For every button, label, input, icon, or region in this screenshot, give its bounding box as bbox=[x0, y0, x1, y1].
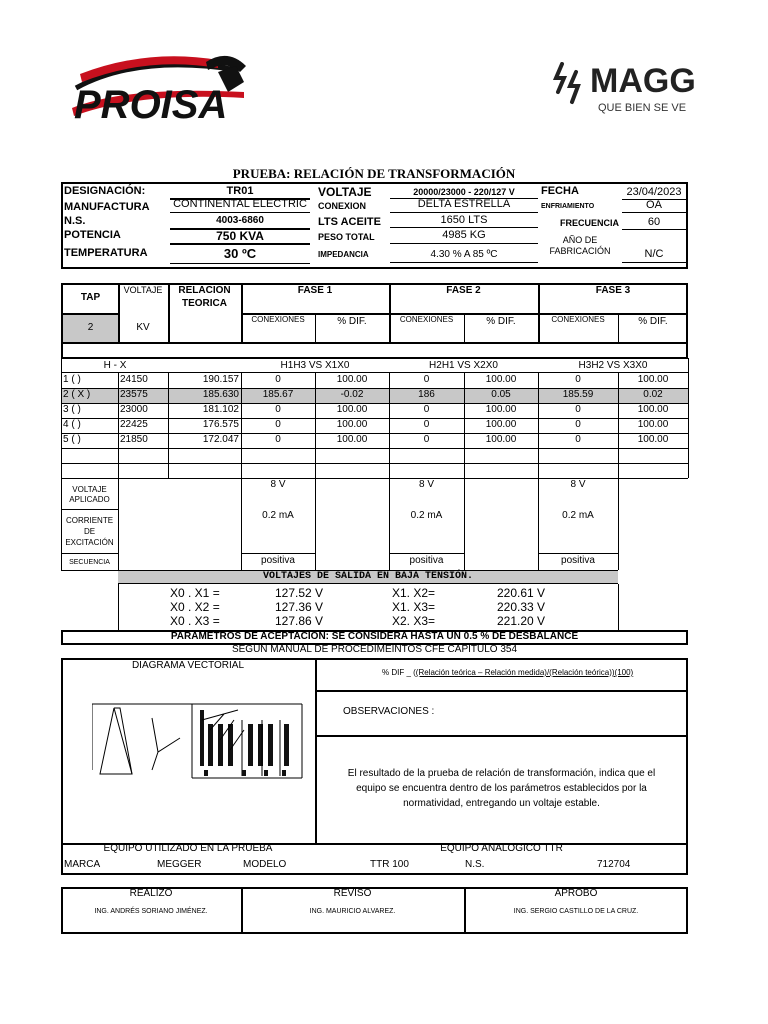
potencia-value: 750 KVA bbox=[216, 229, 264, 243]
table-row-rel: 176.575 bbox=[202, 419, 239, 430]
corriente-f1: 0.2 mA bbox=[262, 510, 294, 521]
table-row-volt: 24150 bbox=[120, 374, 148, 385]
ns-label: N.S. bbox=[64, 215, 86, 227]
anio-value: N/C bbox=[644, 248, 664, 260]
salida-label: X0 . X1 = bbox=[170, 586, 220, 600]
anio-label-1: AÑO DE bbox=[562, 235, 598, 245]
anio-label-2: FABRICACIÓN bbox=[549, 246, 611, 256]
secuencia-f1: positiva bbox=[261, 555, 295, 566]
page-title: PRUEBA: RELACIÓN DE TRANSFORMACIÓN bbox=[232, 166, 516, 181]
fase3-connection: H3H2 VS X3X0 bbox=[578, 360, 648, 371]
secuencia-label: SECUENCIA bbox=[69, 559, 110, 566]
table-row-d2: 100.00 bbox=[485, 374, 517, 385]
table-row-d1: 100.00 bbox=[336, 374, 368, 385]
table-row-d2: 100.00 bbox=[485, 419, 517, 430]
equipo-label: EQUIPO UTILIZADO EN LA PRUEBA bbox=[103, 843, 273, 854]
salida-value: 127.52 V bbox=[275, 586, 324, 600]
voltaje-aplicado-f1: 8 V bbox=[270, 479, 286, 490]
realizo-label: REALIZO bbox=[129, 888, 173, 899]
salida-value: 220.33 V bbox=[497, 600, 546, 614]
reviso-name: ING. MAURICIO ALVAREZ. bbox=[309, 908, 396, 915]
table-row-f3: 0 bbox=[575, 374, 581, 385]
tap-header: TAP bbox=[80, 292, 101, 303]
impedancia-value: 4.30 % A 85 ºC bbox=[430, 249, 498, 260]
conexion-label: CONEXION bbox=[318, 201, 367, 211]
diagrama-title: DIAGRAMA VECTORIAL bbox=[131, 660, 245, 671]
corriente-f2: 0.2 mA bbox=[410, 510, 443, 521]
hx-label: H - X bbox=[103, 360, 127, 371]
salida-value: 127.86 V bbox=[275, 614, 324, 628]
fase3-header: FASE 3 bbox=[595, 285, 631, 296]
corriente-label-3: EXCITACIÓN bbox=[65, 538, 114, 547]
salida-title: VOLTAJES DE SALIDA EN BAJA TENSIÓN. bbox=[262, 571, 474, 582]
voltaje-aplicado-label-2: APLICADO bbox=[69, 495, 110, 504]
table-row-f1: 0 bbox=[275, 374, 281, 385]
vector-diagram bbox=[92, 700, 304, 786]
aprobo-name: ING. SERGIO CASTILLO DE LA CRUZ. bbox=[513, 908, 639, 915]
table-row-rel: 185.630 bbox=[202, 389, 239, 400]
table-row-d3: 0.02 bbox=[643, 389, 663, 400]
table-row-rel: 181.102 bbox=[202, 404, 239, 415]
conclusion-line-2: equipo se encuentra dentro de los parámetros establecidos por la bbox=[356, 783, 647, 794]
conclusion-line-1: El resultado de la prueba de relación de transformación, indica que el bbox=[347, 768, 656, 779]
frecuencia-value: 60 bbox=[647, 216, 661, 228]
voltaje-value: 20000/23000 - 220/127 V bbox=[413, 187, 515, 197]
table-row-f1: 0 bbox=[275, 419, 281, 430]
salida-value: 220.61 V bbox=[497, 586, 546, 600]
table-row-f2: 0 bbox=[423, 434, 430, 445]
manufactura-value: CONTINENTAL ELECTRIC bbox=[173, 198, 307, 210]
table-row-f2: 186 bbox=[418, 389, 435, 400]
tap-value: 2 bbox=[87, 322, 94, 333]
enfriamiento-value: OA bbox=[646, 199, 662, 211]
proisa-logo bbox=[68, 48, 258, 132]
fase2-connection: H2H1 VS X2X0 bbox=[429, 360, 498, 371]
reviso-label: REVISO bbox=[333, 888, 372, 899]
table-row-f1: 185.67 bbox=[262, 389, 294, 400]
table-row-d1: 100.00 bbox=[336, 434, 368, 445]
corriente-label-1: CORRIENTE bbox=[65, 516, 114, 525]
manual-text: SEGUN MANUAL DE PROCEDIMEINTOS CFE CAPITULO 354 bbox=[231, 644, 518, 655]
corriente-label-2: DE bbox=[83, 527, 96, 536]
table-row-d1: 100.00 bbox=[336, 419, 368, 430]
salida-label: X0 . X3 = bbox=[170, 614, 220, 628]
table-row-f3: 185.59 bbox=[562, 389, 594, 400]
frecuencia-label: FRECUENCIA bbox=[560, 218, 620, 228]
formula-text: % DIF _ ((Relación teórica – Relación medida)/(Relación teórica))(100) bbox=[382, 668, 634, 677]
salida-label: X1. X3= bbox=[392, 600, 436, 614]
conclusion-line-3: normatividad, entregando un voltaje estable. bbox=[403, 798, 600, 809]
equipo-ns-label: N.S. bbox=[465, 859, 485, 870]
table-row-d3: 100.00 bbox=[637, 419, 669, 430]
table-row-f2: 0 bbox=[423, 404, 430, 415]
voltaje-aplicado-label-1: VOLTAJE bbox=[72, 485, 107, 494]
conexion-value: DELTA ESTRELLA bbox=[417, 198, 511, 210]
secuencia-f2: positiva bbox=[409, 555, 444, 566]
kv-label: KV bbox=[136, 322, 150, 333]
table-row-rel: 172.047 bbox=[202, 434, 239, 445]
fecha-value: 23/04/2023 bbox=[626, 186, 682, 198]
aceite-value: 1650 LTS bbox=[440, 214, 488, 226]
voltaje-aplicado-f3: 8 V bbox=[570, 479, 586, 490]
salida-label: X0 . X2 = bbox=[170, 600, 220, 614]
table-row-volt: 21850 bbox=[120, 434, 148, 445]
table-row-volt: 23000 bbox=[120, 404, 148, 415]
table-row-volt: 23575 bbox=[120, 389, 148, 400]
table-row-d1: 100.00 bbox=[336, 404, 368, 415]
peso-label: PESO TOTAL bbox=[318, 232, 375, 242]
table-row-f3: 0 bbox=[575, 404, 581, 415]
secuencia-f3: positiva bbox=[561, 555, 595, 566]
fase1-connection: H1H3 VS X1X0 bbox=[280, 360, 350, 371]
modelo-value: TTR 100 bbox=[370, 859, 409, 870]
dif-2: % DIF. bbox=[486, 316, 516, 327]
table-row-tap: 5 ( ) bbox=[63, 434, 81, 445]
parametros-text: PARAMETROS DE ACEPTACION: SE CONSIDERA HASTA UN 0.5 % DE DESBALANCE bbox=[170, 631, 579, 642]
designacion-label: DESIGNACIÓN: bbox=[64, 185, 146, 197]
table-row-d2: 0.05 bbox=[491, 389, 511, 400]
magg-slogan: QUE BIEN SE VE bbox=[598, 102, 687, 114]
corriente-f3: 0.2 mA bbox=[562, 510, 594, 521]
table-row-f3: 0 bbox=[575, 434, 581, 445]
conexiones-3: CONEXIONES bbox=[551, 315, 605, 324]
fecha-label: FECHA bbox=[541, 185, 579, 197]
conexiones-2: CONEXIONES bbox=[399, 315, 454, 324]
voltaje-label: VOLTAJE bbox=[318, 185, 372, 199]
modelo-label: MODELO bbox=[243, 859, 287, 870]
ns-value: 4003-6860 bbox=[216, 215, 264, 226]
table-row-rel: 190.157 bbox=[202, 374, 239, 385]
table-row-f2: 0 bbox=[423, 374, 430, 385]
table-row-volt: 22425 bbox=[120, 419, 148, 430]
table-row-d2: 100.00 bbox=[485, 404, 517, 415]
salida-label: X2. X3= bbox=[392, 614, 436, 628]
table-row-d3: 100.00 bbox=[637, 404, 669, 415]
aprobo-label: APROBO bbox=[554, 888, 598, 899]
table-row-tap: 4 ( ) bbox=[63, 419, 81, 430]
table-row-tap: 1 ( ) bbox=[63, 374, 81, 385]
voltaje-aplicado-f2: 8 V bbox=[418, 479, 434, 490]
peso-value: 4985 KG bbox=[442, 229, 486, 241]
designacion-value: TR01 bbox=[226, 185, 254, 197]
voltaje-header: VOLTAJE bbox=[123, 285, 163, 295]
table-row-d3: 100.00 bbox=[637, 374, 669, 385]
salida-value: 127.36 V bbox=[275, 600, 324, 614]
salida-value: 221.20 V bbox=[497, 614, 546, 628]
table-row-tap: 2 ( X ) bbox=[63, 389, 91, 400]
table-row-d1: -0.02 bbox=[340, 389, 364, 400]
enfriamiento-label: ENFRIAMIENTO bbox=[541, 203, 595, 210]
conexiones-1: CONEXIONES bbox=[251, 315, 305, 324]
salida-label: X1. X2= bbox=[392, 586, 436, 600]
dif-3: % DIF. bbox=[638, 316, 668, 327]
observaciones-label: OBSERVACIONES : bbox=[343, 706, 435, 717]
table-row-f1: 0 bbox=[275, 434, 281, 445]
equipo-analog: EQUIPO ANALOGICO TTR bbox=[440, 843, 563, 854]
table-row-f1: 0 bbox=[275, 404, 281, 415]
table-row-d2: 100.00 bbox=[485, 434, 517, 445]
table-row-tap: 3 ( ) bbox=[63, 404, 81, 415]
fase2-header: FASE 2 bbox=[446, 285, 481, 296]
proisa-logo-text: PROISA bbox=[74, 83, 228, 127]
equipo-ns-value: 712704 bbox=[597, 859, 631, 870]
table-row-f2: 0 bbox=[423, 419, 430, 430]
aceite-label: LTS ACEITE bbox=[318, 216, 381, 228]
marca-value: MEGGER bbox=[157, 859, 202, 870]
table-row-f3: 0 bbox=[575, 419, 581, 430]
temperatura-value: 30 ºC bbox=[223, 246, 257, 261]
table-row-d3: 100.00 bbox=[637, 434, 669, 445]
temperatura-label: TEMPERATURA bbox=[64, 247, 148, 259]
potencia-label: POTENCIA bbox=[64, 229, 121, 241]
manufactura-label: MANUFACTURA bbox=[64, 201, 150, 213]
dif-1: % DIF. bbox=[337, 316, 367, 327]
impedancia-label: IMPEDANCIA bbox=[318, 250, 369, 259]
magg-logo-mark bbox=[552, 62, 588, 106]
fase1-header: FASE 1 bbox=[297, 285, 333, 296]
marca-label: MARCA bbox=[64, 859, 101, 870]
magg-logo-text: MAGG bbox=[590, 62, 696, 100]
relacion-header-1: RELACION bbox=[178, 285, 231, 296]
relacion-header-2: TEORICA bbox=[182, 298, 227, 309]
realizo-name: ING. ANDRÉS SORIANO JIMÉNEZ. bbox=[94, 908, 208, 915]
